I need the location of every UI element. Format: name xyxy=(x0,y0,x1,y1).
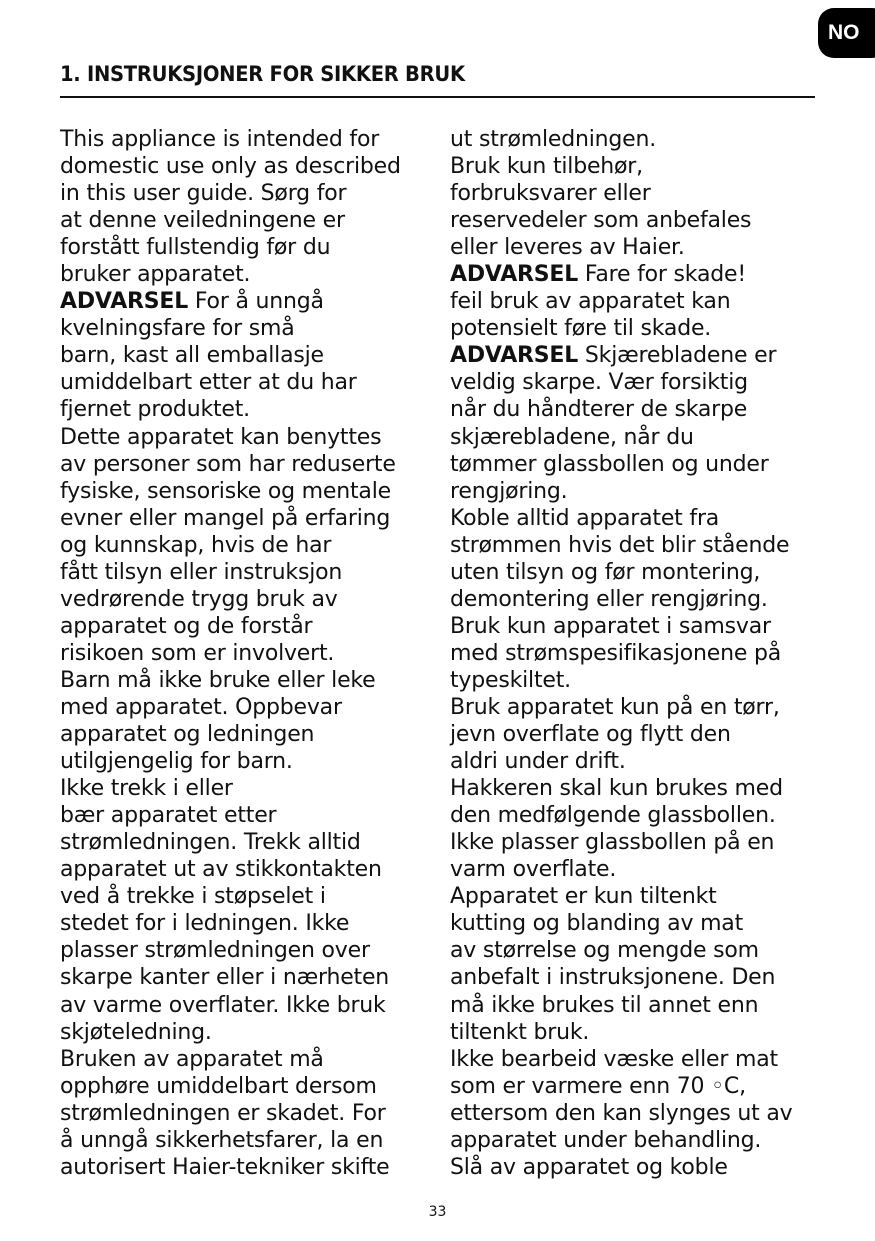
text-line xyxy=(60,505,440,532)
line-text: strømledningen er skadet. For xyxy=(60,1100,386,1126)
line-text: evner eller mangel på erfaring xyxy=(60,505,391,531)
text-line xyxy=(450,451,830,478)
text-line xyxy=(450,1100,830,1127)
text-line xyxy=(60,424,440,451)
line-text: ved å trekke i støpselet i xyxy=(60,884,326,910)
text-line xyxy=(60,775,440,802)
text-line xyxy=(450,396,830,423)
line-text: forstått fullstendig før du xyxy=(60,235,331,261)
line-text: eller leveres av Haier. xyxy=(450,235,685,261)
language-badge: NO xyxy=(818,8,875,58)
page-number: 33 xyxy=(428,1204,447,1220)
text-line xyxy=(60,288,440,315)
line-text: utilgjengelig for barn. xyxy=(60,749,293,775)
text-line xyxy=(450,342,830,369)
text-line xyxy=(450,640,830,667)
line-text: ettersom den kan slynges ut av xyxy=(450,1100,793,1126)
text-line xyxy=(60,694,440,721)
line-text: For å unngå xyxy=(188,289,324,315)
line-text: rengjøring. xyxy=(450,478,568,504)
line-text: apparatet under behandling. xyxy=(450,1127,762,1153)
text-line xyxy=(60,1073,440,1100)
text-line xyxy=(450,261,830,288)
text-line xyxy=(450,694,830,721)
line-text: at denne veiledningene er xyxy=(60,208,345,234)
text-line xyxy=(60,261,440,288)
text-line xyxy=(450,207,830,234)
line-text: å unngå sikkerhetsfarer, la en xyxy=(60,1127,384,1153)
text-line xyxy=(450,153,830,180)
text-line xyxy=(450,613,830,640)
text-line xyxy=(60,451,440,478)
line-text: jevn overflate og flytt den xyxy=(450,722,731,748)
text-line xyxy=(60,315,440,342)
line-text: opphøre umiddelbart dersom xyxy=(60,1073,377,1099)
line-text: aldri under drift. xyxy=(450,749,626,775)
text-line xyxy=(60,153,440,180)
line-text: autorisert Haier-tekniker skifte xyxy=(60,1154,390,1180)
line-text: og kunnskap, hvis de har xyxy=(60,532,332,558)
line-text: plasser strømledningen over xyxy=(60,938,370,964)
line-text: Dette apparatet kan benyttes xyxy=(60,424,382,450)
line-text: skjøteledning. xyxy=(60,1019,212,1045)
text-line xyxy=(450,721,830,748)
line-text: apparatet og de forstår xyxy=(60,613,313,639)
warning-label: ADVARSEL xyxy=(450,343,579,369)
line-text: skjærebladene, når du xyxy=(450,424,694,450)
line-text: Koble alltid apparatet fra xyxy=(450,505,720,531)
text-line xyxy=(60,342,440,369)
line-text: av varme overflater. Ikke bruk xyxy=(60,992,386,1018)
line-text: Skjærebladene er xyxy=(578,343,777,369)
line-text: Fare for skade! xyxy=(578,262,746,288)
line-text: Bruk apparatet kun på en tørr, xyxy=(450,694,780,720)
line-text: kvelningsfare for små xyxy=(60,316,295,342)
left-column xyxy=(60,126,440,1181)
text-line xyxy=(450,937,830,964)
text-line xyxy=(450,424,830,451)
text-line xyxy=(450,829,830,856)
line-text: anbefalt i instruksjonene. Den xyxy=(450,965,776,991)
line-text: Slå av apparatet og koble xyxy=(450,1154,728,1180)
line-text: varm overflate. xyxy=(450,857,617,883)
text-line xyxy=(60,964,440,991)
line-text: fått tilsyn eller instruksjon xyxy=(60,559,343,585)
line-text: Bruken av apparatet må xyxy=(60,1046,324,1072)
line-text: bær apparatet etter xyxy=(60,803,277,829)
text-line xyxy=(60,369,440,396)
line-text: Ikke bearbeid væske eller mat xyxy=(450,1046,778,1072)
line-text: uten tilsyn og før montering, xyxy=(450,559,761,585)
warning-label: ADVARSEL xyxy=(60,289,189,315)
line-text: veldig skarpe. Vær forsiktig xyxy=(450,370,748,396)
text-line xyxy=(60,234,440,261)
line-text: feil bruk av apparatet kan xyxy=(450,289,731,315)
line-text: reservedeler som anbefales xyxy=(450,208,752,234)
line-text: som er varmere enn 70 ◦C, xyxy=(450,1073,746,1099)
line-text: umiddelbart etter at du har xyxy=(60,370,357,396)
line-text: strømledningen. Trekk alltid xyxy=(60,830,361,856)
text-line xyxy=(450,1073,830,1100)
text-line xyxy=(450,234,830,261)
line-text: This appliance is intended for xyxy=(60,127,380,152)
text-line xyxy=(450,1046,830,1073)
text-line xyxy=(450,883,830,910)
text-line xyxy=(450,992,830,1019)
section-title: 1. INSTRUKSJONER FOR SIKKER BRUK xyxy=(60,62,465,86)
text-line xyxy=(60,1046,440,1073)
text-line xyxy=(450,748,830,775)
text-line xyxy=(450,180,830,207)
text-line xyxy=(60,613,440,640)
line-text: Apparatet er kun tiltenkt xyxy=(450,884,717,910)
text-line xyxy=(60,586,440,613)
text-line xyxy=(450,1019,830,1046)
line-text: av personer som har reduserte xyxy=(60,451,396,477)
text-line xyxy=(60,1127,440,1154)
text-line xyxy=(60,1100,440,1127)
text-line xyxy=(450,559,830,586)
line-text: bruker apparatet. xyxy=(60,262,251,288)
line-text: må ikke brukes til annet enn xyxy=(450,992,759,1018)
text-line xyxy=(60,207,440,234)
text-line xyxy=(450,1127,830,1154)
text-line xyxy=(450,369,830,396)
text-line xyxy=(450,586,830,613)
line-text: fjernet produktet. xyxy=(60,397,250,423)
text-line xyxy=(450,532,830,559)
text-line xyxy=(60,721,440,748)
line-text: ut strømledningen. xyxy=(450,127,657,152)
text-line xyxy=(60,748,440,775)
text-line xyxy=(450,667,830,694)
text-line xyxy=(60,883,440,910)
text-line xyxy=(60,829,440,856)
text-line xyxy=(450,964,830,991)
line-text: Bruk kun apparatet i samsvar xyxy=(450,613,771,639)
text-line xyxy=(60,667,440,694)
text-line xyxy=(450,478,830,505)
line-text: potensielt føre til skade. xyxy=(450,316,712,342)
text-line xyxy=(450,315,830,342)
line-text: tiltenkt bruk. xyxy=(450,1019,590,1045)
line-text: vedrørende trygg bruk av xyxy=(60,586,338,612)
line-text: domestic use only as described xyxy=(60,154,401,180)
text-line xyxy=(60,180,440,207)
line-text: Bruk kun tilbehør, xyxy=(450,154,643,180)
text-line xyxy=(450,505,830,532)
line-text: skarpe kanter eller i nærheten xyxy=(60,965,390,991)
line-text: med apparatet. Oppbevar xyxy=(60,694,342,720)
text-line xyxy=(60,856,440,883)
text-line xyxy=(60,640,440,667)
text-line xyxy=(450,802,830,829)
line-text: risikoen som er involvert. xyxy=(60,640,335,666)
text-line xyxy=(60,532,440,559)
text-line xyxy=(60,1019,440,1046)
text-line xyxy=(60,1154,440,1181)
line-text: Ikke trekk i eller xyxy=(60,776,233,802)
line-text: demontering eller rengjøring. xyxy=(450,586,768,612)
text-line xyxy=(450,126,830,153)
line-text: barn, kast all emballasje xyxy=(60,343,324,369)
text-line xyxy=(60,396,440,423)
line-text: in this user guide. Sørg for xyxy=(60,181,347,207)
warning-label: ADVARSEL xyxy=(450,262,579,288)
line-text: den medfølgende glassbollen. xyxy=(450,803,776,829)
line-text: Ikke plasser glassbollen på en xyxy=(450,830,775,856)
text-line xyxy=(450,910,830,937)
line-text: strømmen hvis det blir stående xyxy=(450,532,790,558)
line-text: av størrelse og mengde som xyxy=(450,938,759,964)
text-line xyxy=(60,478,440,505)
text-line xyxy=(60,559,440,586)
line-text: typeskiltet. xyxy=(450,667,571,693)
line-text: kutting og blanding av mat xyxy=(450,911,744,937)
text-line xyxy=(450,1154,830,1181)
line-text: Barn må ikke bruke eller leke xyxy=(60,667,376,693)
line-text: med strømspesifikasjonene på xyxy=(450,640,782,666)
line-text: apparatet og ledningen xyxy=(60,722,315,748)
line-text: tømmer glassbollen og under xyxy=(450,451,769,477)
text-line xyxy=(60,910,440,937)
line-text: stedet for i ledningen. Ikke xyxy=(60,911,350,937)
title-divider xyxy=(60,96,815,98)
line-text: forbruksvarer eller xyxy=(450,181,651,207)
text-line xyxy=(450,775,830,802)
text-line xyxy=(450,288,830,315)
line-text: Hakkeren skal kun brukes med xyxy=(450,776,783,802)
text-line xyxy=(60,937,440,964)
text-line xyxy=(60,992,440,1019)
right-column xyxy=(450,126,830,1181)
text-line xyxy=(450,856,830,883)
line-text: fysiske, sensoriske og mentale xyxy=(60,478,391,504)
text-line xyxy=(60,126,440,153)
line-text: når du håndterer de skarpe xyxy=(450,397,748,423)
text-line xyxy=(60,802,440,829)
line-text: apparatet ut av stikkontakten xyxy=(60,857,382,883)
